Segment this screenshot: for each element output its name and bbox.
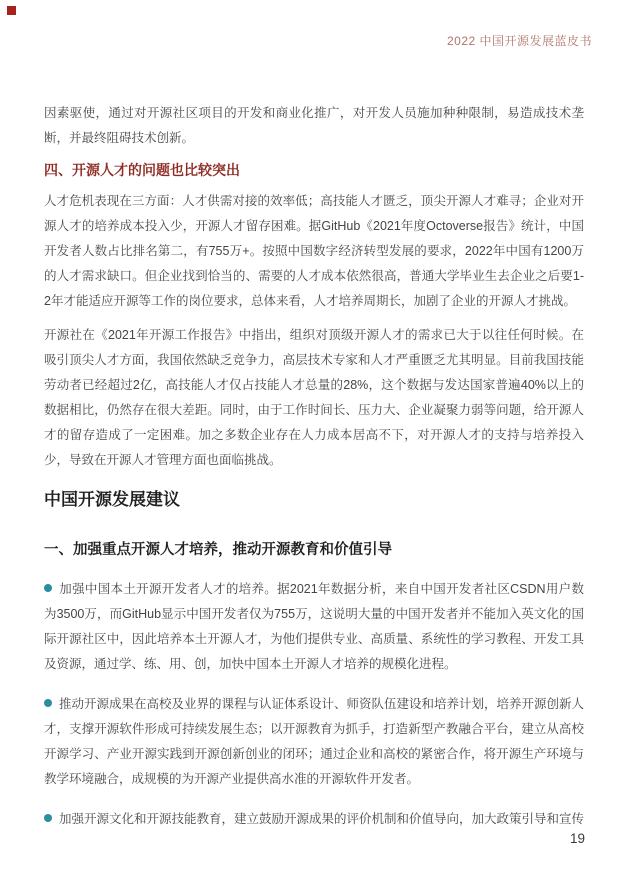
paragraph-continuation: 因素驱使，通过对开源社区项目的开发和商业化推广，对开发人员施加种种限制，易造成技术垄断，并最终阻碍技术创新。 xyxy=(44,106,584,145)
bullet-item xyxy=(44,692,584,792)
running-header: 2022 中国开源发展蓝皮书 xyxy=(446,34,592,48)
paragraph-kaiyuanshe-report: 开源社在《2021年开源工作报告》中指出，组织对顶级开源人才的需求已大于以往任何时候。在吸引顶尖人才方面，我国依然缺乏竞争力，高层技术专家和人才严重匮乏尤其明显。目前我国技能劳动者已经超过2亿，高技能人才仅占技能人才总量的28%，这个数据与发达国家普遍40%以上的数据相比，仍然存在很大差距。同时，由于工作时间长、压力大、企业凝聚力弱等问题，给开源人才的留存造成了一定困难。加之多数企业存在人力成本居高不下，对开源人才的支持与培养投入少，导致在开源人才管理方面也面临挑战。 xyxy=(44,328,584,467)
bullet-dot-icon xyxy=(44,584,52,592)
corner-accent-square xyxy=(7,6,16,15)
bullet-text: 加强中国本土开源开发者人才的培养。据2021年数据分析，来自中国开发者社区CSDN用户数为3500万，而GitHub显示中国开发者仅为755万，这说明大量的中国开发者并不能加入英文化的国际开源社区中，因此培养本土开源人才，为他们提供专业、高质量、系统性的学习教程、开发工具及资源，通过学、练、用、创，加快中国本土开源人才培养的规模化进程。 xyxy=(44,582,584,671)
bullet-text: 加强开源文化和开源技能教育，建立鼓励开源成果的评价机制和价值导向，加大政策引导和宣传 xyxy=(59,812,585,826)
bullet-dot-icon xyxy=(44,699,52,707)
bullet-text: 推动开源成果在高校及业界的课程与认证体系设计、师资队伍建设和培养计划，培养开源创新人才，支撑开源软件形成可持续发展生态；以开源教育为抓手，打造新型产教融合平台，建立从高校开源学习、产业开源实践到开源创新创业的闭环；通过企业和高校的紧密合作，将开源生产环境与教学环境融合，成规模的为开源产业提供高水准的开源软件开发者。 xyxy=(44,697,585,786)
bullet-item xyxy=(44,807,584,832)
page-number: 19 xyxy=(569,831,585,846)
paragraph-talent-crisis: 人才危机表现在三方面：人才供需对接的效率低；高技能人才匮乏，顶尖开源人才难寻；企业对开源人才的培养成本投入少，开源人才留存困难。据GitHub《2021年度Octoverse报告》统计，中国开发者人数占比排名第二，有755万+。按照中国数字经济转型发展的要求，2022年中国有1200万的人才需求缺口。但企业找到恰当的、需要的人才成本依然很高，普通大学毕业生去企业之后要1-2年才能适应开源等工作的岗位要求，总体来看，人才培养周期长，加剧了企业的开源人才挑战。 xyxy=(44,194,584,308)
bullet-item xyxy=(44,577,584,677)
subsection-title-talent-training: 一、加强重点开源人才培养，推动开源教育和价值引导 xyxy=(44,542,392,558)
page-content xyxy=(44,101,584,845)
section-title-suggestions: 中国开源发展建议 xyxy=(44,490,180,509)
heading-talent-problem: 四、开源人才的问题也比较突出 xyxy=(44,162,240,178)
bullet-dot-icon xyxy=(44,814,52,822)
